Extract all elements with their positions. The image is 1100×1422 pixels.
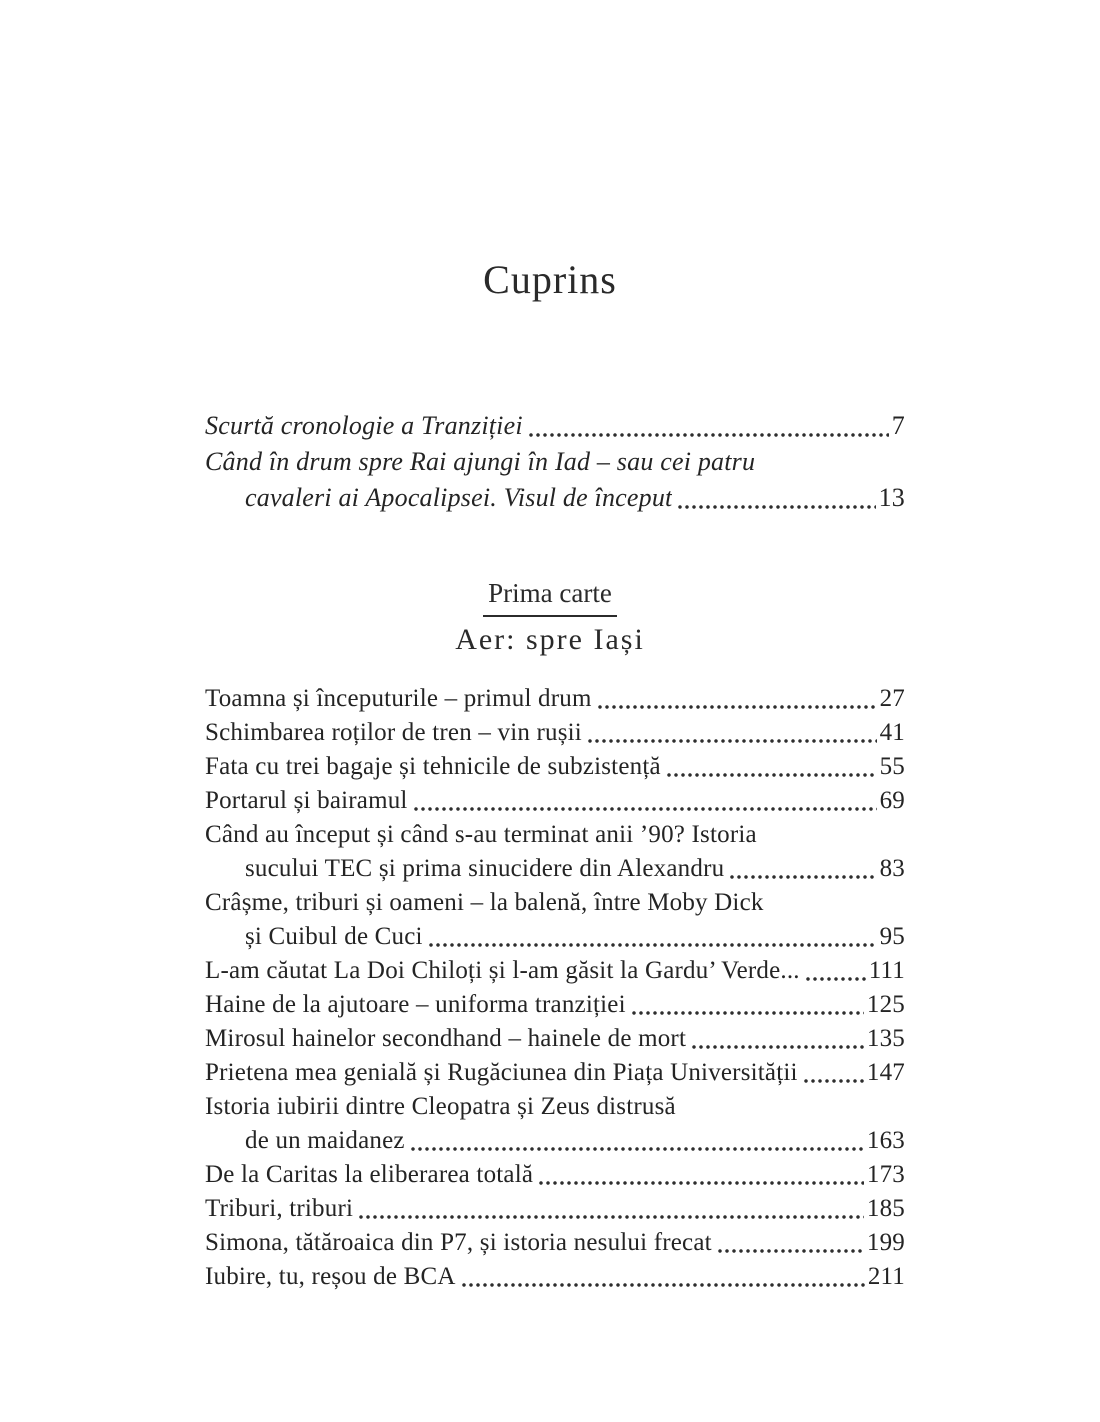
toc-entry xyxy=(205,750,905,784)
dot-leader xyxy=(678,480,875,516)
toc-page-number: 185 xyxy=(866,1195,905,1222)
toc-page-number: 27 xyxy=(879,685,905,712)
toc-entry-title-continued: și Cuibul de Cuci xyxy=(245,923,423,950)
part-section-heading xyxy=(0,578,1100,659)
dot-leader xyxy=(462,1260,865,1294)
toc-page-number: 125 xyxy=(866,991,905,1018)
toc-entry-title: Portarul și bairamul xyxy=(205,787,408,814)
toc-page-number: 95 xyxy=(879,923,905,950)
toc-entry-title-continued: sucului TEC și prima sinucidere din Alexandru xyxy=(245,855,725,882)
toc-entry xyxy=(205,1022,905,1056)
toc-entry-title: De la Caritas la eliberarea totală xyxy=(205,1161,534,1188)
toc-entry xyxy=(205,1158,905,1192)
toc-entry xyxy=(205,954,905,988)
toc-entry xyxy=(205,988,905,1022)
toc-entry-title: Schimbarea roților de tren – vin rușii xyxy=(205,719,582,746)
toc-entry-title-continued: cavaleri ai Apocalipsei. Visul de început xyxy=(245,483,673,512)
dot-leader xyxy=(429,920,877,954)
toc-entry xyxy=(205,1260,905,1294)
toc-entry xyxy=(205,444,905,516)
dot-leader xyxy=(359,1192,864,1226)
toc-entry-title: Haine de la ajutoare – uniforma tranziției xyxy=(205,991,626,1018)
toc-page-number: 55 xyxy=(879,753,905,780)
toc-entry xyxy=(205,1056,905,1090)
toc-page-number: 135 xyxy=(866,1025,905,1052)
toc-entry-title: Istoria iubirii dintre Cleopatra și Zeus distrusă xyxy=(205,1093,676,1120)
toc-entry-title: Crâșme, triburi și oameni – la balenă, între Moby Dick xyxy=(205,889,764,916)
toc-page-number: 147 xyxy=(866,1059,905,1086)
front-matter-toc xyxy=(205,408,905,516)
dot-leader xyxy=(529,408,889,444)
toc-entry-title: Scurtă cronologie a Tranziției xyxy=(205,411,523,440)
dot-leader xyxy=(718,1226,864,1260)
dot-leader xyxy=(588,716,877,750)
toc-entry xyxy=(205,886,905,954)
toc-entry-title: Fata cu trei bagaje și tehnicile de subzistență xyxy=(205,753,661,780)
toc-entry-title: L-am căutat La Doi Chiloți și l-am găsit la Gardu’ Verde... xyxy=(205,957,800,984)
dot-leader xyxy=(414,784,877,818)
toc-entry-title: Simona, tătăroaica din P7, și istoria nesului frecat xyxy=(205,1229,712,1256)
dot-leader xyxy=(667,750,877,784)
dot-leader xyxy=(806,954,866,988)
toc-entry-title: Toamna și începuturile – primul drum xyxy=(205,685,592,712)
toc-page-number: 211 xyxy=(867,1263,905,1290)
toc-entry xyxy=(205,682,905,716)
toc-entry xyxy=(205,1226,905,1260)
dot-leader xyxy=(730,852,876,886)
toc-page-number: 7 xyxy=(891,411,905,440)
dot-leader xyxy=(539,1158,864,1192)
part-title: Prima carte xyxy=(483,578,617,617)
toc-entry xyxy=(205,408,905,444)
toc-entry xyxy=(205,1192,905,1226)
toc-page-number: 173 xyxy=(866,1161,905,1188)
dot-leader xyxy=(632,988,864,1022)
toc-entry-title: Când în drum spre Rai ajungi în Iad – sau cei patru xyxy=(205,447,756,476)
page-title: Cuprins xyxy=(483,257,617,302)
toc-page-number: 69 xyxy=(879,787,905,814)
toc-entry xyxy=(205,784,905,818)
dot-leader xyxy=(598,682,877,716)
toc-entry-title: Mirosul hainelor secondhand – hainele de mort xyxy=(205,1025,687,1052)
toc-entry-title: Iubire, tu, reșou de BCA xyxy=(205,1263,456,1290)
toc-entry xyxy=(205,1090,905,1158)
toc-page-number: 163 xyxy=(866,1127,905,1154)
dot-leader xyxy=(692,1022,864,1056)
toc-page-number: 83 xyxy=(879,855,905,882)
toc-page-number: 111 xyxy=(868,957,905,984)
toc-page-number: 41 xyxy=(879,719,905,746)
toc-entry xyxy=(205,716,905,750)
toc-entry-title: Când au început și când s-au terminat anii ’90? Istoria xyxy=(205,821,757,848)
toc-entry-title-continued: de un maidanez xyxy=(245,1127,405,1154)
toc-entry-title: Prietena mea genială și Rugăciunea din Piața Universității xyxy=(205,1059,798,1086)
part-subtitle: Aer: spre Iași xyxy=(455,623,645,656)
chapters-toc xyxy=(205,682,905,1294)
toc-entry-title: Triburi, triburi xyxy=(205,1195,354,1222)
toc-page-number: 13 xyxy=(878,483,905,512)
dot-leader xyxy=(411,1124,864,1158)
toc-entry xyxy=(205,818,905,886)
dot-leader xyxy=(804,1056,864,1090)
toc-page-number: 199 xyxy=(866,1229,905,1256)
